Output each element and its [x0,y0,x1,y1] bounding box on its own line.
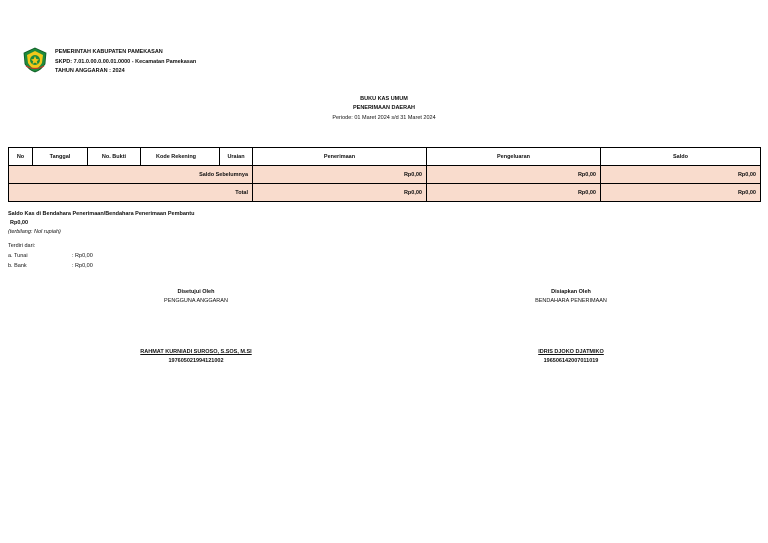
government-name: PEMERINTAH KABUPATEN PAMEKASAN [55,49,163,55]
row-label: Total [9,184,253,202]
bank-label: b. Bank [8,263,27,269]
document-header [22,47,196,77]
report-subtitle: PENERIMAAN DAERAH [352,105,416,111]
col-header-pengeluaran: Pengeluaran [427,148,601,166]
preparer-nip: 196506142007011019 [543,358,599,364]
fiscal-year: TAHUN ANGGARAN : 2024 [55,68,125,74]
col-header-saldo: Saldo [601,148,761,166]
skpd-info: SKPD: 7.01.0.00.0.00.01.0000 - Kecamatan Pamekasan [55,58,197,65]
preparer-caption: Disiapkan Oleh [551,289,591,295]
cell-penerimaan: Rp0,00 [253,184,427,202]
summary-amount: Rp0,00 [10,220,29,226]
bank-row [8,261,194,271]
tunai-row [8,251,194,261]
table-row [9,184,761,202]
signature-preparer [461,288,681,366]
cell-pengeluaran: Rp0,00 [427,166,601,184]
approver-role: PENGGUNA ANGGARAN [164,298,228,304]
bank-value: : Rp0,00 [72,263,93,269]
approver-caption: Disetujui Oleh [177,289,215,295]
approver-nip: 197605021994121002 [168,358,224,364]
col-header-tanggal: Tanggal [33,148,88,166]
col-header-kode-rekening: Kode Rekening [141,148,220,166]
cell-saldo: Rp0,00 [601,166,761,184]
report-title: BUKU KAS UMUM [360,96,408,102]
col-header-penerimaan: Penerimaan [253,148,427,166]
table-header-row [9,148,761,166]
preparer-role: BENDAHARA PENERIMAAN [535,298,607,304]
table-row [9,166,761,184]
approver-name: RAHMAT KURNIADI SUROSO, S.SOS, M.SI [140,349,252,355]
report-titles [0,95,768,123]
preparer-name: IDRIS DJOKO DJATMIKO [538,349,604,355]
tunai-label: a. Tunai [8,253,28,259]
summary-heading: Saldo Kas di Bendahara Penerimaan/Bendahara Penerimaan Pembantu [8,211,195,217]
row-label: Saldo Sebelumnya [9,166,253,184]
cash-book-table [8,147,761,202]
col-header-no: No [9,148,33,166]
cell-penerimaan: Rp0,00 [253,166,427,184]
cell-saldo: Rp0,00 [601,184,761,202]
summary-terdiri: Terdiri dari: [8,243,36,249]
col-header-uraian: Uraian [220,148,253,166]
cash-balance-summary [8,210,194,271]
report-period: Periode: 01 Maret 2024 s/d 31 Maret 2024 [332,115,436,121]
pamekasan-emblem-logo [22,47,48,73]
cell-pengeluaran: Rp0,00 [427,184,601,202]
signature-approver [86,288,306,366]
summary-terbilang: (terbilang: Nol rupiah) [8,229,61,235]
tunai-value: : Rp0,00 [72,253,93,259]
col-header-no-bukti: No. Bukti [88,148,141,166]
